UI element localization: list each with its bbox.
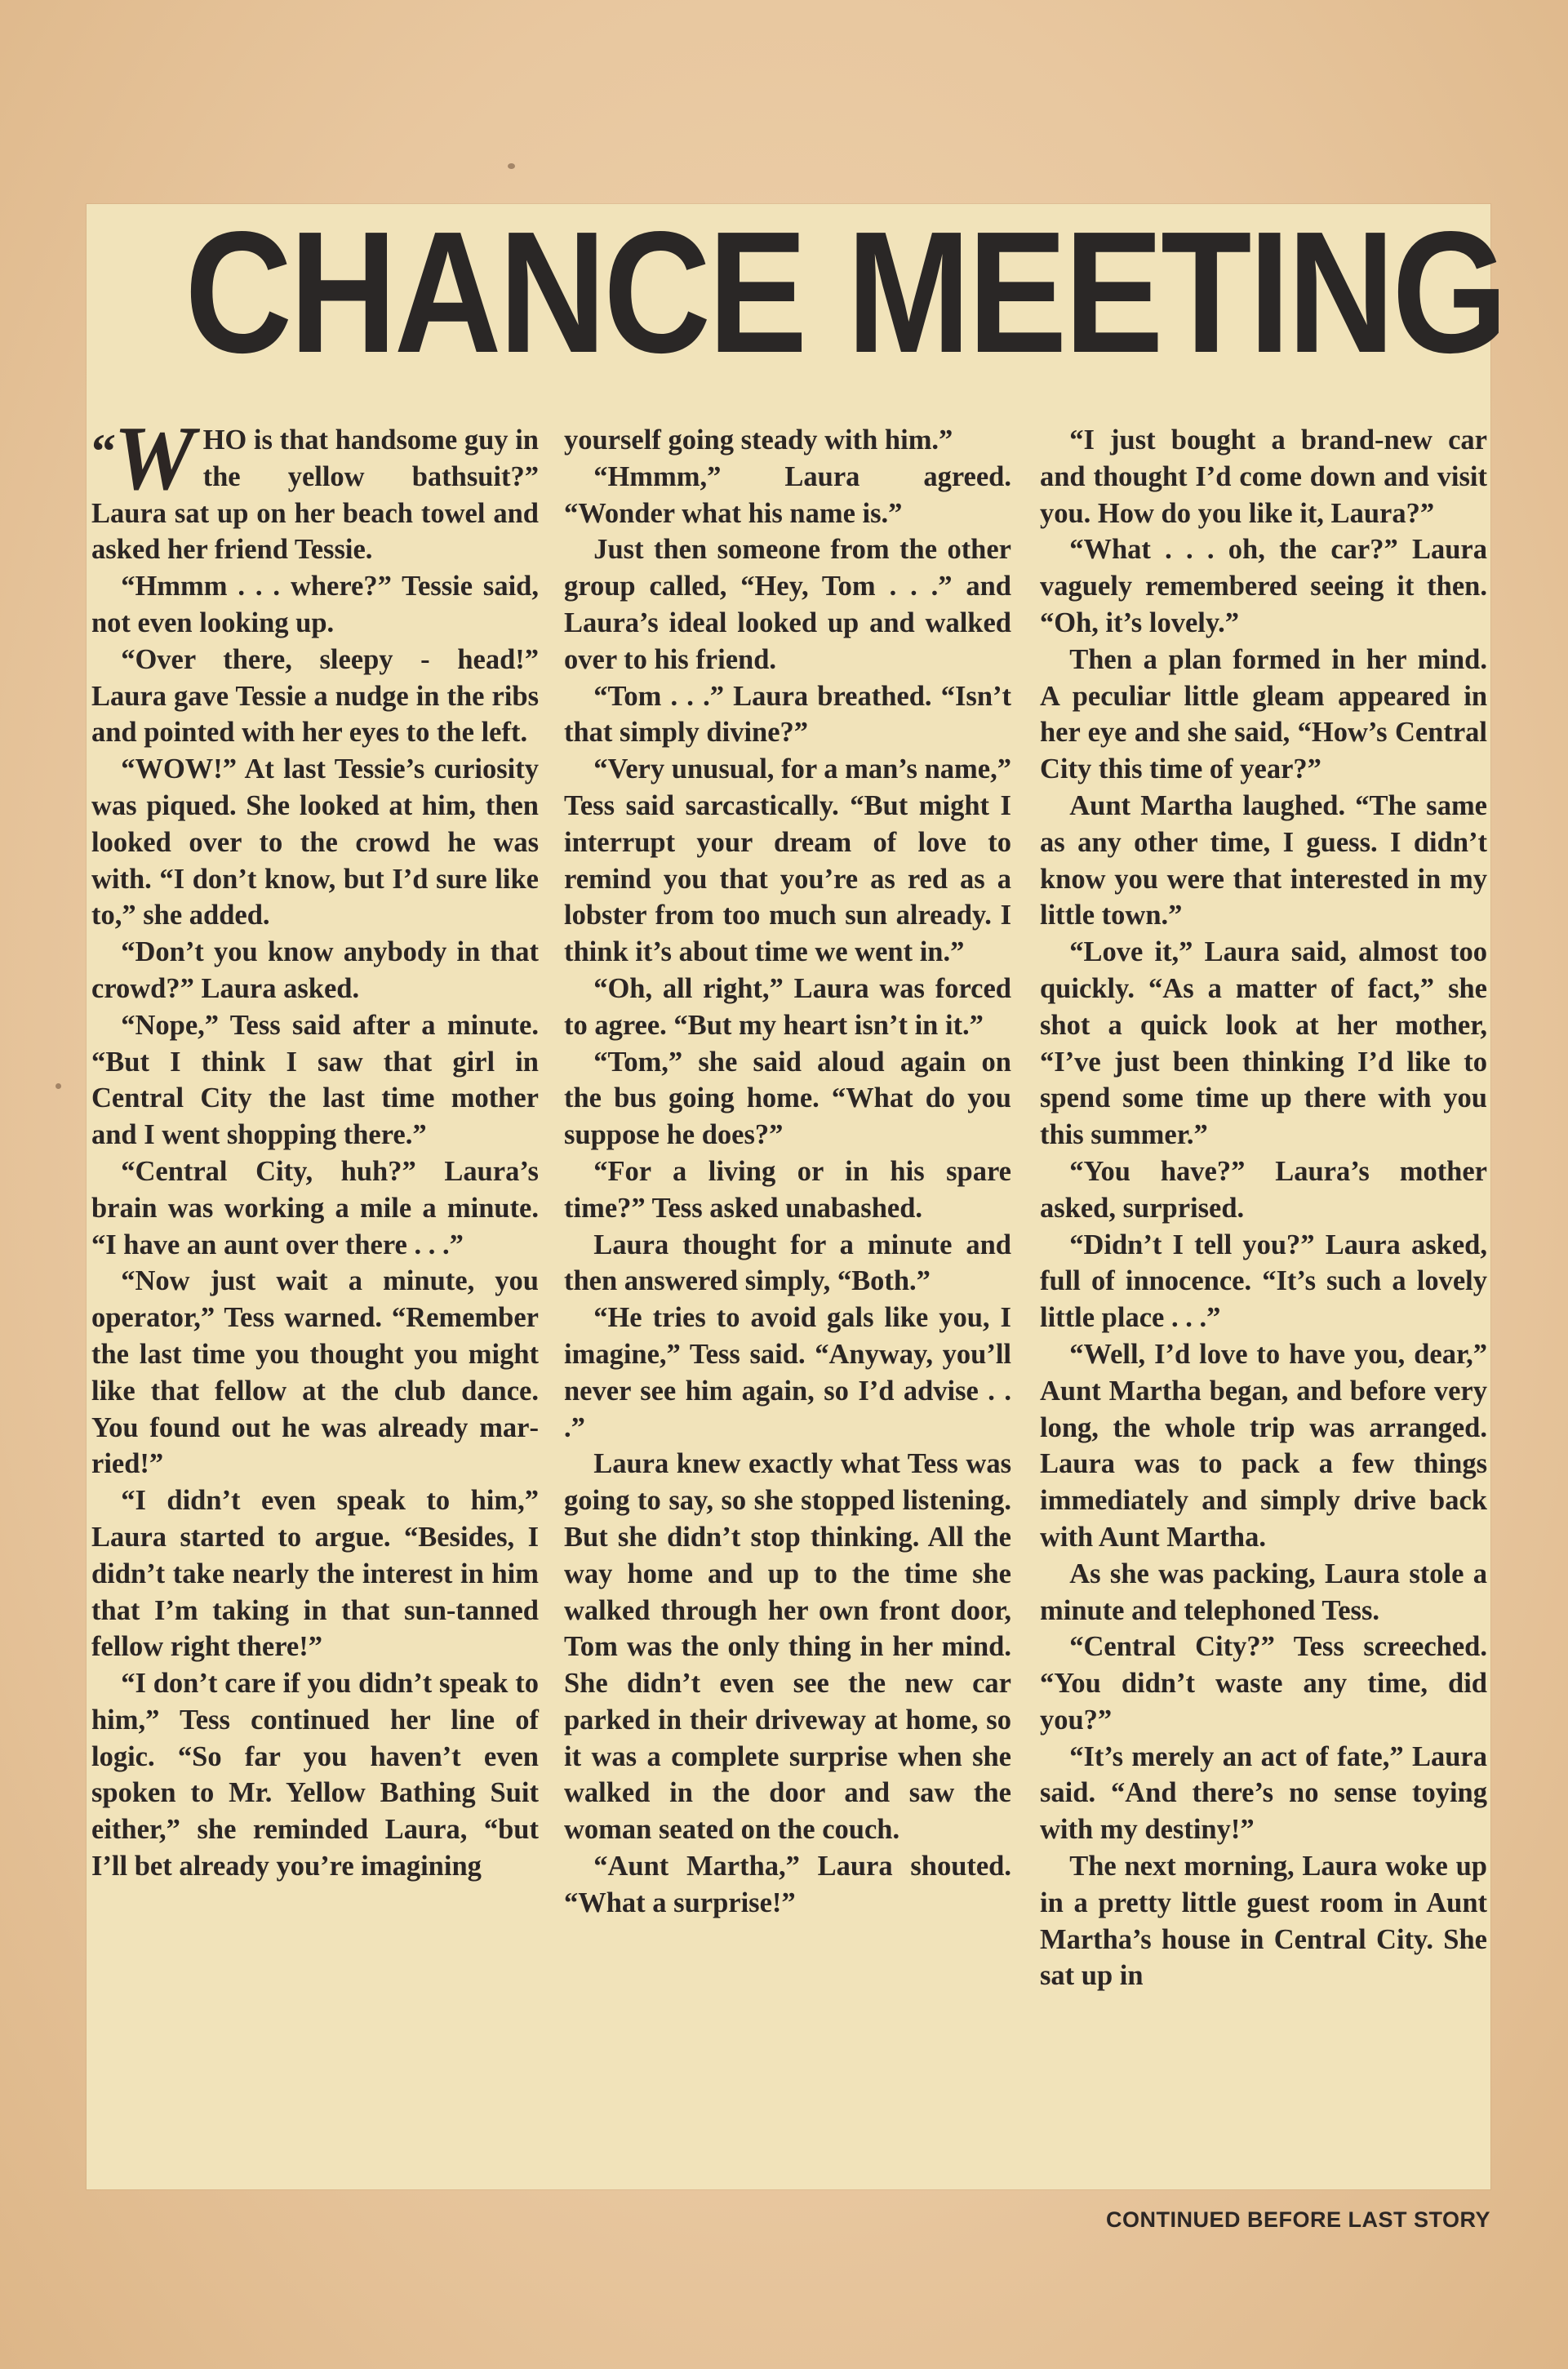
- title-word-1: CHANCE: [184, 195, 805, 389]
- story-paragraph: “Didn’t I tell you?” Laura asked, full of innocence. “It’s such a lovely little place . . .”: [1040, 1229, 1487, 1334]
- story-paragraph: “Aunt Martha,” Laura shouted. “What a surprise!”: [564, 1851, 1011, 1918]
- story-paragraph: “Very unusual, for a man’s name,” Tess said sarcastically. “But might I interrupt your dream of love to remind you that you’re as red as a lobster from too much sun already. I think it’s about time we went in.”: [564, 753, 1011, 968]
- story-paragraph: “Don’t you know anybody in that crowd?” Laura asked.: [91, 936, 539, 1004]
- story-paragraph: yourself going steady with him.”: [564, 424, 953, 456]
- story-paragraph: “Hmmm,” Laura agreed. “Wonder what his name is.”: [564, 460, 1011, 529]
- story-paragraph: “Central City?” Tess screeched. “You didn’t waste any time, did you?”: [1040, 1631, 1487, 1736]
- text-column-1: [91, 408, 539, 1885]
- story-paragraph: Laura knew exactly what Tess was going to say, so she stopped listening. But she didn’t stop thinking. All the way home and up to the time she walked through her own front door, Tom was the only thing in her mind. She didn’t even see the new car parked in their driveway at home, so it was a complete surprise when she walked in the door and saw the woman seated on the couch.: [564, 1448, 1011, 1846]
- story-paragraph: “I just bought a brand-new car and thought I’d come down and visit you. How do you like it, Laura?”: [1040, 424, 1487, 529]
- story-paragraph: Aunt Martha laughed. “The same as any other time, I guess. I didn’t know you were that interested in my little town.”: [1040, 789, 1487, 931]
- story-paragraph: “I didn’t even speak to him,” Laura started to argue. “Besides, I didn’t take nearly the interest in him that I’m taking in that sun-tanned fellow right there!”: [91, 1485, 539, 1663]
- story-paragraph: As she was packing, Laura stole a minute and telephoned Tess.: [1040, 1558, 1487, 1626]
- story-paragraph: “It’s merely an act of fate,” Laura said. “And there’s no sense toying with my destiny!”: [1040, 1740, 1487, 1846]
- story-paragraph: “Nope,” Tess said after a minute. “But I think I saw that girl in Central City the last time mother and I went shopping there.”: [91, 1009, 539, 1151]
- story-paragraph: “I don’t care if you didn’t speak to him,” Tess continued her line of logic. “So far you haven’t even spoken to Mr. Yellow Bathing Suit either,” she reminded Laura, “but I’ll bet already you’re imagining: [91, 1668, 539, 1882]
- story-paragraph: The next morning, Laura woke up in a pretty little guest room in Aunt Martha’s house in Central City. She sat up in: [1040, 1851, 1487, 1992]
- story-paragraph: Just then someone from the other group called, “Hey, Tom . . .” and Laura’s ideal looked up and walked over to his friend.: [564, 534, 1011, 675]
- text-column-3: [1040, 422, 1487, 1994]
- drop-cap: “W: [91, 408, 195, 509]
- title-word-2: MEETING: [846, 195, 1505, 389]
- print-speck: [508, 163, 515, 169]
- story-paragraph: “For a living or in his spare time?” Tess asked unabashed.: [564, 1155, 1011, 1224]
- story-title: [184, 195, 1505, 389]
- story-paragraph: “Oh, all right,” Laura was forced to agree. “But my heart isn’t in it.”: [564, 972, 1011, 1041]
- story-paragraph: “Well, I’d love to have you, dear,” Aunt Martha began, and before very long, the whole trip was arranged. Laura was to pack a few things immediately and simply drive back with Aunt Martha.: [1040, 1338, 1487, 1553]
- story-paragraph: “Central City, huh?” Laura’s brain was working a mile a minute. “I have an aunt over there . . .”: [91, 1155, 539, 1260]
- story-paragraph: “He tries to avoid gals like you, I imagine,” Tess said. “Anyway, you’ll never see him again, so I’d advise . . .”: [564, 1302, 1011, 1443]
- story-paragraph: “Love it,” Laura said, almost too quickly. “As a matter of fact,” she shot a quick look at her mother, “I’ve just been thinking I’d like to spend some time up there with you this summer.”: [1040, 936, 1487, 1151]
- story-paragraph: “Now just wait a minute, you operator,” Tess warned. “Remember the last time you thought you might like that fellow at the club dance. You found out he was already married!”: [91, 1265, 539, 1480]
- story-paragraph: “You have?” Laura’s mother asked, surprised.: [1040, 1155, 1487, 1224]
- story-paragraph: Laura thought for a minute and then answered simply, “Both.”: [564, 1229, 1011, 1297]
- story-paragraph: “Tom . . .” Laura breathed. “Isn’t that simply divine?”: [564, 680, 1011, 749]
- story-paragraph: “WOW!” At last Tessie’s curiosity was piqued. She looked at him, then looked over to the crowd he was with. “I don’t know, but I’d sure like to,” she added.: [91, 753, 539, 931]
- story-paragraph: Then a plan formed in her mind. A peculiar little gleam appeared in her eye and she said, “How’s Central City this time of year?”: [1040, 643, 1487, 785]
- story-paragraph: “Hmmm . . . where?” Tessie said, not even looking up.: [91, 571, 539, 638]
- text-column-2: [564, 422, 1011, 1922]
- story-paragraph: “What . . . oh, the car?” Laura vaguely remembered seeing it then. “Oh, it’s lovely.”: [1040, 534, 1487, 638]
- continued-note: CONTINUED BEFORE LAST STORY: [1105, 2207, 1490, 2232]
- story-paragraph: “Over there, sleepy - head!” Laura gave Tessie a nudge in the ribs and pointed with her eyes to the left.: [91, 643, 539, 749]
- print-speck: [56, 1083, 61, 1089]
- story-paragraph: “W HO is that handsome guy in the yellow bathsuit?” Laura sat up on her beach towel and asked her friend Tessie.: [91, 408, 539, 566]
- story-paragraph: “Tom,” she said aloud again on the bus going home. “What do you suppose he does?”: [564, 1046, 1011, 1151]
